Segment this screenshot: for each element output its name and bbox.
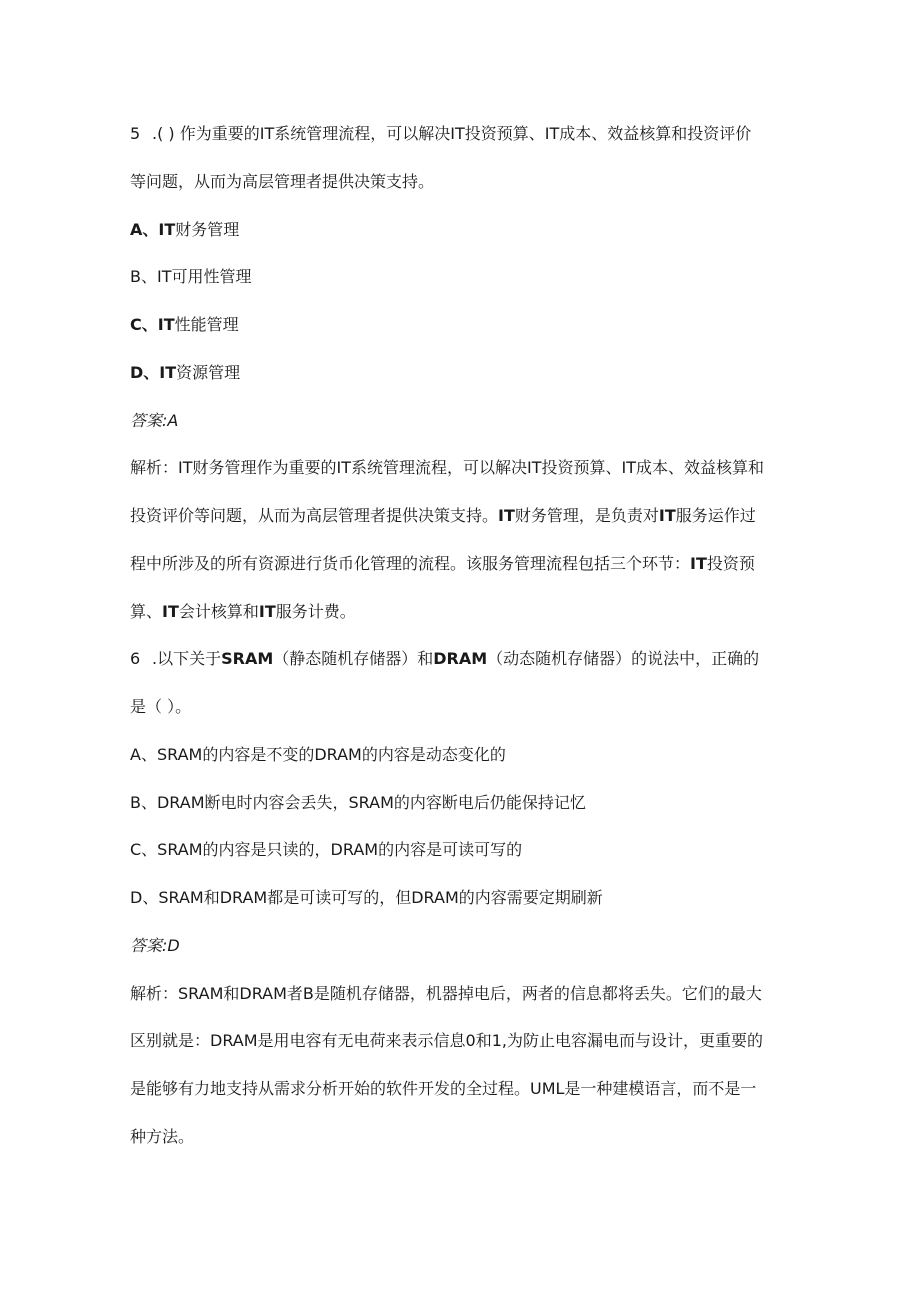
question-5-analysis-line-4 — [130, 602, 356, 622]
question-6-analysis-line-4: 种方法。 — [130, 1127, 195, 1146]
option-c-prefix: C、IT — [130, 315, 175, 334]
question-6-option-d: D、SRAM和DRAM都是可读可写的，但DRAM的内容需要定期刷新 — [130, 888, 603, 907]
question-5-number: 5 — [130, 124, 141, 143]
question-6-number: 6 — [130, 649, 141, 668]
analysis-term: IT — [258, 602, 276, 621]
analysis-text: 投资预 — [706, 554, 755, 573]
question-6-stem-line-1 — [130, 649, 759, 669]
question-5-analysis-line-3 — [130, 554, 755, 574]
analysis-text: 算、 — [130, 602, 163, 621]
option-d-prefix: D、IT — [130, 363, 177, 382]
question-5-option-d — [130, 363, 240, 383]
analysis-term: IT — [498, 506, 515, 525]
stem-text: .以下关于 — [152, 649, 222, 668]
stem-text: （动态随机存储器）的说法中，正确的 — [487, 649, 760, 668]
stem-term: DRAM — [433, 649, 488, 668]
option-a-prefix: A、IT — [130, 220, 176, 239]
analysis-text: 服务运作过 — [675, 506, 756, 525]
question-5-analysis-line-2 — [130, 506, 756, 526]
option-c-text: 性能管理 — [174, 315, 239, 334]
question-5-answer: 答案:A — [130, 411, 179, 430]
analysis-text: 服务计费。 — [275, 602, 356, 621]
option-d-text: 资源管理 — [176, 363, 241, 382]
question-6-analysis-line-3: 是能够有力地支持从需求分析开始的软件开发的全过程。UML是一种建模语言，而不是一 — [130, 1079, 757, 1098]
question-5-stem-line-2: 等问题，从而为高层管理者提供决策支持。 — [130, 172, 435, 191]
analysis-text: 程中所涉及的所有资源进行货币化管理的流程。该服务管理流程包括三个环节： — [130, 554, 691, 573]
analysis-term: IT — [162, 602, 179, 621]
question-6-option-a: A、SRAM的内容是不变的DRAM的内容是动态变化的 — [130, 745, 506, 764]
question-6-analysis-line-1: 解析：SRAM和DRAM者B是随机存储器，机器掉电后，两者的信息都将丢失。它们的最大 — [130, 984, 762, 1003]
question-6-stem-line-2: 是（ ）。 — [130, 697, 192, 716]
question-5-option-c — [130, 315, 239, 335]
question-5-option-b: B、IT可用性管理 — [130, 267, 252, 286]
stem-term: SRAM — [221, 649, 274, 668]
analysis-term: IT — [658, 506, 676, 525]
analysis-term: IT — [690, 554, 707, 573]
analysis-text: 投资评价等问题，从而为高层管理者提供决策支持。 — [130, 506, 499, 525]
question-5-option-a — [130, 220, 239, 240]
question-5-analysis-line-1: 解析：IT财务管理作为重要的IT系统管理流程，可以解决IT投资预算、IT成本、效益核算和 — [130, 458, 764, 477]
stem-text: （静态随机存储器）和 — [273, 649, 434, 668]
question-5-stem-line-1 — [130, 124, 751, 144]
analysis-text: 会计核算和 — [178, 602, 259, 621]
analysis-text: 财务管理，是负责对 — [514, 506, 659, 525]
question-6-analysis-line-2: 区别就是：DRAM是用电容有无电荷来表示信息0和1,为防止电容漏电而与设计，更重要的 — [130, 1031, 763, 1050]
question-6-answer: 答案:D — [130, 936, 180, 955]
option-a-text: 财务管理 — [175, 220, 240, 239]
question-6-option-c: C、SRAM的内容是只读的，DRAM的内容是可读可写的 — [130, 840, 523, 859]
question-5-stem-text-1: .( ) 作为重要的IT系统管理流程，可以解决IT投资预算、IT成本、效益核算和投资评价 — [152, 124, 752, 143]
question-6-option-b: B、DRAM断电时内容会丢失，SRAM的内容断电后仍能保持记忆 — [130, 793, 586, 812]
